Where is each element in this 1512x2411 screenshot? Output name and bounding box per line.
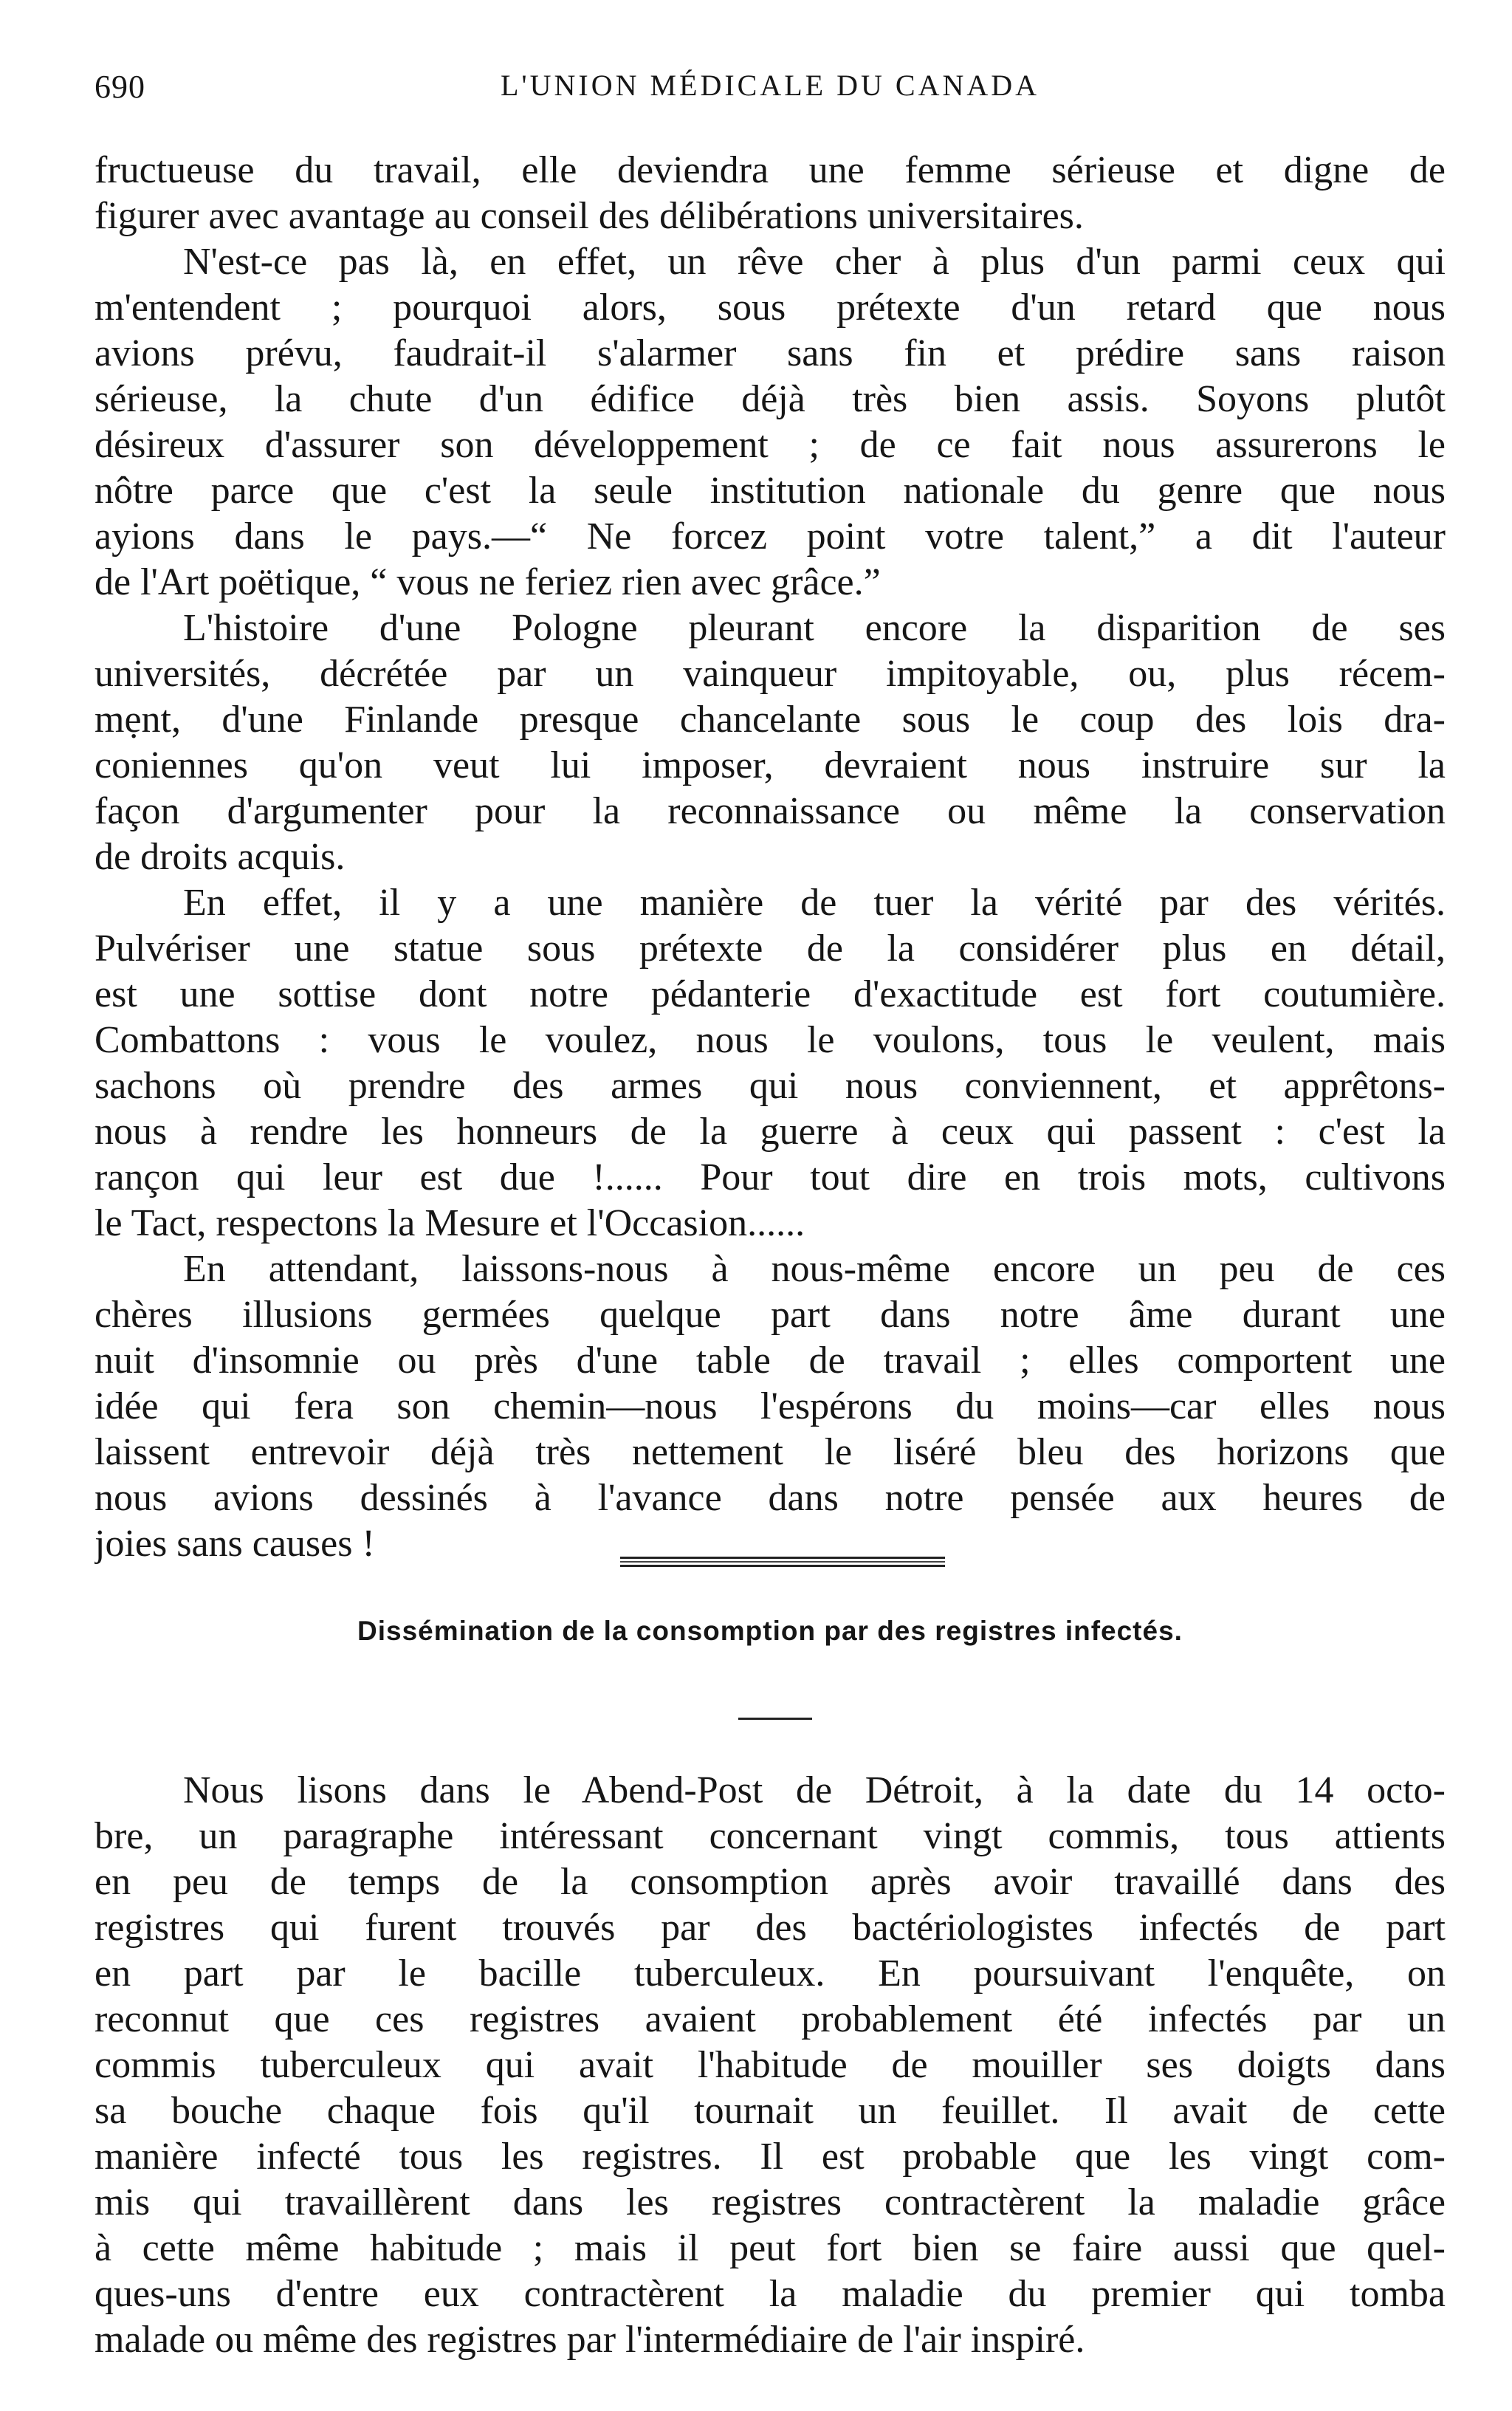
text-line: Nous lisons dans le Abend-Post de Détroit, à la date du 14 octo- xyxy=(183,1769,1446,1811)
running-title: L'UNION MÉDICALE DU CANADA xyxy=(500,69,1040,102)
text-line: sachons où prendre des armes qui nous conviennent, et apprêtons- xyxy=(94,1065,1446,1107)
text-line: N'est-ce pas là, en effet, un rêve cher à plus d'un parmi ceux qui xyxy=(183,241,1446,283)
text-line: coniennes qu'on veut lui imposer, devraient nous instruire sur la xyxy=(94,744,1446,786)
text-line: commis tuberculeux qui avait l'habitude de mouiller ses doigts dans xyxy=(94,2044,1446,2086)
title-rule xyxy=(738,1718,812,1720)
text-line: en peu de temps de la consomption après avoir travaillé dans des xyxy=(94,1861,1446,1903)
text-line: en part par le bacille tuberculeux. En poursuivant l'enquête, on xyxy=(94,1952,1446,1995)
text-line: de droits acquis. xyxy=(94,836,346,878)
text-line: Pulvériser une statue sous prétexte de la considérer plus en détail, xyxy=(94,927,1446,970)
text-line: malade ou même des registres par l'intermédiaire de l'air inspiré. xyxy=(94,2319,1085,2361)
text-line: bre, un paragraphe intéressant concernant vingt commis, tous attients xyxy=(94,1815,1446,1857)
text-line: idée qui fera son chemin—nous l'espérons du moins—car elles nous xyxy=(94,1385,1446,1427)
text-line: rançon qui leur est due !...... Pour tout dire en trois mots, cultivons xyxy=(94,1156,1446,1198)
text-line: manière infecté tous les registres. Il est probable que les vingt com- xyxy=(94,2136,1446,2178)
text-line: En attendant, laissons-nous à nous-même encore un peu de ces xyxy=(183,1248,1446,1290)
text-line: m'entendent ; pourquoi alors, sous prétexte d'un retard que nous xyxy=(94,287,1446,329)
text-line: sérieuse, la chute d'un édifice déjà très bien assis. Soyons plutôt xyxy=(94,378,1446,420)
text-line: nous à rendre les honneurs de la guerre à ceux qui passent : c'est la xyxy=(94,1111,1446,1153)
body-text xyxy=(94,148,1446,1567)
text-line: nuit d'insomnie ou près d'une table de travail ; elles comportent une xyxy=(94,1340,1446,1382)
text-line: sa bouche chaque fois qu'il tournait un feuillet. Il avait de cette xyxy=(94,2090,1446,2132)
section-divider xyxy=(620,1557,945,1567)
text-line: L'histoire d'une Pologne pleurant encore la disparition de ses xyxy=(183,607,1446,649)
text-line: joies sans causes ! xyxy=(94,1523,375,1565)
text-line: En effet, il y a une manière de tuer la vérité par des vérités. xyxy=(183,882,1446,924)
text-line: nous avions dessinés à l'avance dans notre pensée aux heures de xyxy=(94,1477,1446,1519)
text-line: universités, décrétée par un vainqueur impitoyable, ou, plus récem- xyxy=(94,653,1446,695)
text-line: mis qui travaillèrent dans les registres contractèrent la maladie grâce xyxy=(94,2181,1446,2223)
text-line: reconnut que ces registres avaient probablement été infectés par un xyxy=(94,1998,1446,2040)
text-line: registres qui furent trouvés par des bactériologistes infectés de part xyxy=(94,1907,1446,1949)
text-line: le Tact, respectons la Mesure et l'Occasion...... xyxy=(94,1202,805,1244)
text-line: est une sottise dont notre pédanterie d'exactitude est fort coutumière. xyxy=(94,973,1446,1015)
text-line: mẹnt, d'une Finlande presque chancelante sous le coup des lois dra- xyxy=(94,699,1446,741)
text-line: de l'Art poëtique, “ vous ne feriez rien avec grâce.” xyxy=(94,561,881,603)
text-line: avions prévu, faudrait-il s'alarmer sans fin et prédire sans raison xyxy=(94,332,1446,374)
text-line: Combattons : vous le voulez, nous le voulons, tous le veulent, mais xyxy=(94,1019,1446,1061)
article-title: Dissémination de la consomption par des registres infectés. xyxy=(357,1616,1183,1646)
text-line: ayions dans le pays.—“ Ne forcez point votre talent,” a dit l'auteur xyxy=(94,515,1446,558)
text-line: chères illusions germées quelque part dans notre âme durant une xyxy=(94,1294,1446,1336)
page-header xyxy=(94,68,1446,114)
article-text xyxy=(94,1768,1446,2363)
text-line: laissent entrevoir déjà très nettement le liséré bleu des horizons que xyxy=(94,1431,1446,1473)
text-line: nôtre parce que c'est la seule institution nationale du genre que nous xyxy=(94,470,1446,512)
text-line: figurer avec avantage au conseil des délibérations universitaires. xyxy=(94,195,1084,237)
text-line: désireux d'assurer son développement ; de ce fait nous assurerons le xyxy=(94,424,1446,466)
text-line: façon d'argumenter pour la reconnaissance ou même la conservation xyxy=(94,790,1446,832)
text-line: fructueuse du travail, elle deviendra une femme sérieuse et digne de xyxy=(94,149,1446,191)
text-line: ques-uns d'entre eux contractèrent la maladie du premier qui tomba xyxy=(94,2273,1446,2315)
page-number: 690 xyxy=(94,69,145,105)
text-line: à cette même habitude ; mais il peut fort bien se faire aussi que quel- xyxy=(94,2227,1446,2269)
